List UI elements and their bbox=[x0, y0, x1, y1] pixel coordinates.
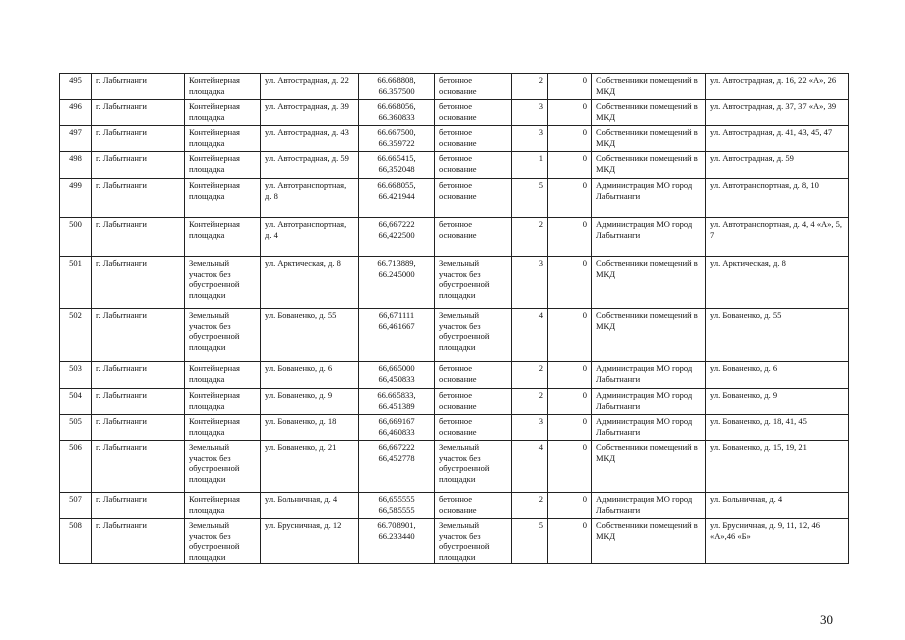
city-cell: г. Лабытнанги bbox=[92, 218, 185, 257]
city-cell: г. Лабытнанги bbox=[92, 74, 185, 100]
base-type-cell: Земельный участок без обустроенной площадки bbox=[435, 519, 512, 564]
table-row bbox=[60, 519, 849, 564]
site-type-cell: Контейнерная площадка bbox=[185, 179, 261, 218]
coordinates-cell: 66.665833, 66.451389 bbox=[359, 389, 435, 415]
coordinates-cell: 66,667222 66,452778 bbox=[359, 441, 435, 493]
site-type-cell: Контейнерная площадка bbox=[185, 362, 261, 389]
served-objects-cell: ул. Больничная, д. 4 bbox=[706, 493, 849, 519]
row-number: 502 bbox=[60, 309, 92, 362]
container-count-cell: 3 bbox=[512, 100, 548, 126]
volume-cell: 0 bbox=[548, 179, 592, 218]
volume-cell: 0 bbox=[548, 100, 592, 126]
city-cell: г. Лабытнанги bbox=[92, 126, 185, 152]
address-cell: ул. Бованенко, д. 9 bbox=[261, 389, 359, 415]
row-number: 503 bbox=[60, 362, 92, 389]
base-type-cell: бетонное основание bbox=[435, 152, 512, 179]
site-type-cell: Земельный участок без обустроенной площадки bbox=[185, 441, 261, 493]
site-type-cell: Контейнерная площадка bbox=[185, 74, 261, 100]
volume-cell: 0 bbox=[548, 441, 592, 493]
coordinates-cell: 66,667222 66,422500 bbox=[359, 218, 435, 257]
owner-cell: Собственники помещений в МКД bbox=[592, 74, 706, 100]
site-type-cell: Земельный участок без обустроенной площадки bbox=[185, 257, 261, 309]
container-count-cell: 3 bbox=[512, 415, 548, 441]
base-type-cell: бетонное основание bbox=[435, 74, 512, 100]
owner-cell: Собственники помещений в МКД bbox=[592, 126, 706, 152]
row-number: 498 bbox=[60, 152, 92, 179]
base-type-cell: бетонное основание bbox=[435, 179, 512, 218]
container-count-cell: 3 bbox=[512, 126, 548, 152]
coordinates-cell: 66.713889, 66.245000 bbox=[359, 257, 435, 309]
site-type-cell: Контейнерная площадка bbox=[185, 389, 261, 415]
coordinates-cell: 66,671111 66,461667 bbox=[359, 309, 435, 362]
served-objects-cell: ул. Автострадная, д. 37, 37 «А», 39 bbox=[706, 100, 849, 126]
base-type-cell: Земельный участок без обустроенной площадки bbox=[435, 441, 512, 493]
owner-cell: Собственники помещений в МКД bbox=[592, 519, 706, 564]
table-row bbox=[60, 152, 849, 179]
container-count-cell: 5 bbox=[512, 179, 548, 218]
owner-cell: Администрация МО город Лабытнанги bbox=[592, 362, 706, 389]
base-type-cell: Земельный участок без обустроенной площадки bbox=[435, 257, 512, 309]
volume-cell: 0 bbox=[548, 415, 592, 441]
container-count-cell: 5 bbox=[512, 519, 548, 564]
served-objects-cell: ул. Автострадная, д. 59 bbox=[706, 152, 849, 179]
served-objects-cell: ул. Арктическая, д. 8 bbox=[706, 257, 849, 309]
volume-cell: 0 bbox=[548, 257, 592, 309]
base-type-cell: бетонное основание bbox=[435, 100, 512, 126]
served-objects-cell: ул. Бованенко, д. 6 bbox=[706, 362, 849, 389]
container-count-cell: 2 bbox=[512, 218, 548, 257]
served-objects-cell: ул. Автострадная, д. 41, 43, 45, 47 bbox=[706, 126, 849, 152]
address-cell: ул. Больничная, д. 4 bbox=[261, 493, 359, 519]
site-type-cell: Земельный участок без обустроенной площадки bbox=[185, 309, 261, 362]
base-type-cell: бетонное основание bbox=[435, 126, 512, 152]
owner-cell: Собственники помещений в МКД bbox=[592, 441, 706, 493]
container-count-cell: 2 bbox=[512, 362, 548, 389]
address-cell: ул. Автострадная, д. 59 bbox=[261, 152, 359, 179]
container-count-cell: 4 bbox=[512, 309, 548, 362]
coordinates-cell: 66.668808, 66.357500 bbox=[359, 74, 435, 100]
address-cell: ул. Автотранспортная, д. 4 bbox=[261, 218, 359, 257]
table-row bbox=[60, 74, 849, 100]
volume-cell: 0 bbox=[548, 309, 592, 362]
address-cell: ул. Автострадная, д. 43 bbox=[261, 126, 359, 152]
coordinates-cell: 66.668055, 66.421944 bbox=[359, 179, 435, 218]
table-row bbox=[60, 389, 849, 415]
city-cell: г. Лабытнанги bbox=[92, 309, 185, 362]
row-number: 497 bbox=[60, 126, 92, 152]
coordinates-cell: 66,655555 66,585555 bbox=[359, 493, 435, 519]
served-objects-cell: ул. Автострадная, д. 16, 22 «А», 26 bbox=[706, 74, 849, 100]
row-number: 499 bbox=[60, 179, 92, 218]
container-count-cell: 2 bbox=[512, 74, 548, 100]
owner-cell: Собственники помещений в МКД bbox=[592, 309, 706, 362]
address-cell: ул. Брусничная, д. 12 bbox=[261, 519, 359, 564]
city-cell: г. Лабытнанги bbox=[92, 493, 185, 519]
owner-cell: Администрация МО город Лабытнанги bbox=[592, 493, 706, 519]
site-type-cell: Контейнерная площадка bbox=[185, 493, 261, 519]
container-count-cell: 2 bbox=[512, 389, 548, 415]
row-number: 508 bbox=[60, 519, 92, 564]
owner-cell: Администрация МО город Лабытнанги bbox=[592, 179, 706, 218]
table-row bbox=[60, 218, 849, 257]
volume-cell: 0 bbox=[548, 362, 592, 389]
container-count-cell: 1 bbox=[512, 152, 548, 179]
table-row bbox=[60, 126, 849, 152]
table-row bbox=[60, 362, 849, 389]
coordinates-cell: 66,669167 66,460833 bbox=[359, 415, 435, 441]
owner-cell: Администрация МО город Лабытнанги bbox=[592, 389, 706, 415]
city-cell: г. Лабытнанги bbox=[92, 100, 185, 126]
table-row bbox=[60, 100, 849, 126]
volume-cell: 0 bbox=[548, 152, 592, 179]
address-cell: ул. Автострадная, д. 22 bbox=[261, 74, 359, 100]
served-objects-cell: ул. Автотранспортная, д. 8, 10 bbox=[706, 179, 849, 218]
site-type-cell: Контейнерная площадка bbox=[185, 415, 261, 441]
city-cell: г. Лабытнанги bbox=[92, 179, 185, 218]
volume-cell: 0 bbox=[548, 389, 592, 415]
owner-cell: Собственники помещений в МКД bbox=[592, 257, 706, 309]
owner-cell: Администрация МО город Лабытнанги bbox=[592, 218, 706, 257]
base-type-cell: бетонное основание bbox=[435, 415, 512, 441]
served-objects-cell: ул. Брусничная, д. 9, 11, 12, 46 «А»,46 «Б» bbox=[706, 519, 849, 564]
base-type-cell: Земельный участок без обустроенной площадки bbox=[435, 309, 512, 362]
served-objects-cell: ул. Бованенко, д. 9 bbox=[706, 389, 849, 415]
container-count-cell: 3 bbox=[512, 257, 548, 309]
served-objects-cell: ул. Автотранспортная, д. 4, 4 «А», 5, 7 bbox=[706, 218, 849, 257]
row-number: 505 bbox=[60, 415, 92, 441]
address-cell: ул. Бованенко, д. 21 bbox=[261, 441, 359, 493]
row-number: 506 bbox=[60, 441, 92, 493]
volume-cell: 0 bbox=[548, 519, 592, 564]
base-type-cell: бетонное основание bbox=[435, 493, 512, 519]
container-count-cell: 4 bbox=[512, 441, 548, 493]
city-cell: г. Лабытнанги bbox=[92, 415, 185, 441]
coordinates-cell: 66.665415, 66,352048 bbox=[359, 152, 435, 179]
city-cell: г. Лабытнанги bbox=[92, 441, 185, 493]
owner-cell: Администрация МО город Лабытнанги bbox=[592, 415, 706, 441]
table-body bbox=[60, 74, 849, 564]
address-cell: ул. Автотранспортная, д. 8 bbox=[261, 179, 359, 218]
site-type-cell: Контейнерная площадка bbox=[185, 126, 261, 152]
site-type-cell: Контейнерная площадка bbox=[185, 100, 261, 126]
address-cell: ул. Бованенко, д. 6 bbox=[261, 362, 359, 389]
site-type-cell: Контейнерная площадка bbox=[185, 218, 261, 257]
site-type-cell: Земельный участок без обустроенной площадки bbox=[185, 519, 261, 564]
table-row bbox=[60, 441, 849, 493]
owner-cell: Собственники помещений в МКД bbox=[592, 100, 706, 126]
row-number: 500 bbox=[60, 218, 92, 257]
address-cell: ул. Арктическая, д. 8 bbox=[261, 257, 359, 309]
row-number: 501 bbox=[60, 257, 92, 309]
container-count-cell: 2 bbox=[512, 493, 548, 519]
served-objects-cell: ул. Бованенко, д. 18, 41, 45 bbox=[706, 415, 849, 441]
address-cell: ул. Автострадная, д. 39 bbox=[261, 100, 359, 126]
table-row bbox=[60, 309, 849, 362]
table-row bbox=[60, 493, 849, 519]
coordinates-cell: 66.708901, 66.233440 bbox=[359, 519, 435, 564]
row-number: 495 bbox=[60, 74, 92, 100]
row-number: 504 bbox=[60, 389, 92, 415]
city-cell: г. Лабытнанги bbox=[92, 152, 185, 179]
base-type-cell: бетонное основание bbox=[435, 362, 512, 389]
volume-cell: 0 bbox=[548, 493, 592, 519]
base-type-cell: бетонное основание bbox=[435, 389, 512, 415]
city-cell: г. Лабытнанги bbox=[92, 389, 185, 415]
waste-sites-table bbox=[59, 73, 849, 564]
coordinates-cell: 66,665000 66,450833 bbox=[359, 362, 435, 389]
coordinates-cell: 66.667500, 66.359722 bbox=[359, 126, 435, 152]
address-cell: ул. Бованенко, д. 55 bbox=[261, 309, 359, 362]
volume-cell: 0 bbox=[548, 218, 592, 257]
served-objects-cell: ул. Бованенко, д. 55 bbox=[706, 309, 849, 362]
table-row bbox=[60, 415, 849, 441]
site-type-cell: Контейнерная площадка bbox=[185, 152, 261, 179]
volume-cell: 0 bbox=[548, 74, 592, 100]
city-cell: г. Лабытнанги bbox=[92, 519, 185, 564]
city-cell: г. Лабытнанги bbox=[92, 362, 185, 389]
city-cell: г. Лабытнанги bbox=[92, 257, 185, 309]
row-number: 507 bbox=[60, 493, 92, 519]
base-type-cell: бетонное основание bbox=[435, 218, 512, 257]
row-number: 496 bbox=[60, 100, 92, 126]
table-row bbox=[60, 179, 849, 218]
volume-cell: 0 bbox=[548, 126, 592, 152]
owner-cell: Собственники помещений в МКД bbox=[592, 152, 706, 179]
address-cell: ул. Бованенко, д. 18 bbox=[261, 415, 359, 441]
served-objects-cell: ул. Бованенко, д. 15, 19, 21 bbox=[706, 441, 849, 493]
coordinates-cell: 66.668056, 66.360833 bbox=[359, 100, 435, 126]
page-number: 30 bbox=[820, 612, 833, 627]
table-row bbox=[60, 257, 849, 309]
